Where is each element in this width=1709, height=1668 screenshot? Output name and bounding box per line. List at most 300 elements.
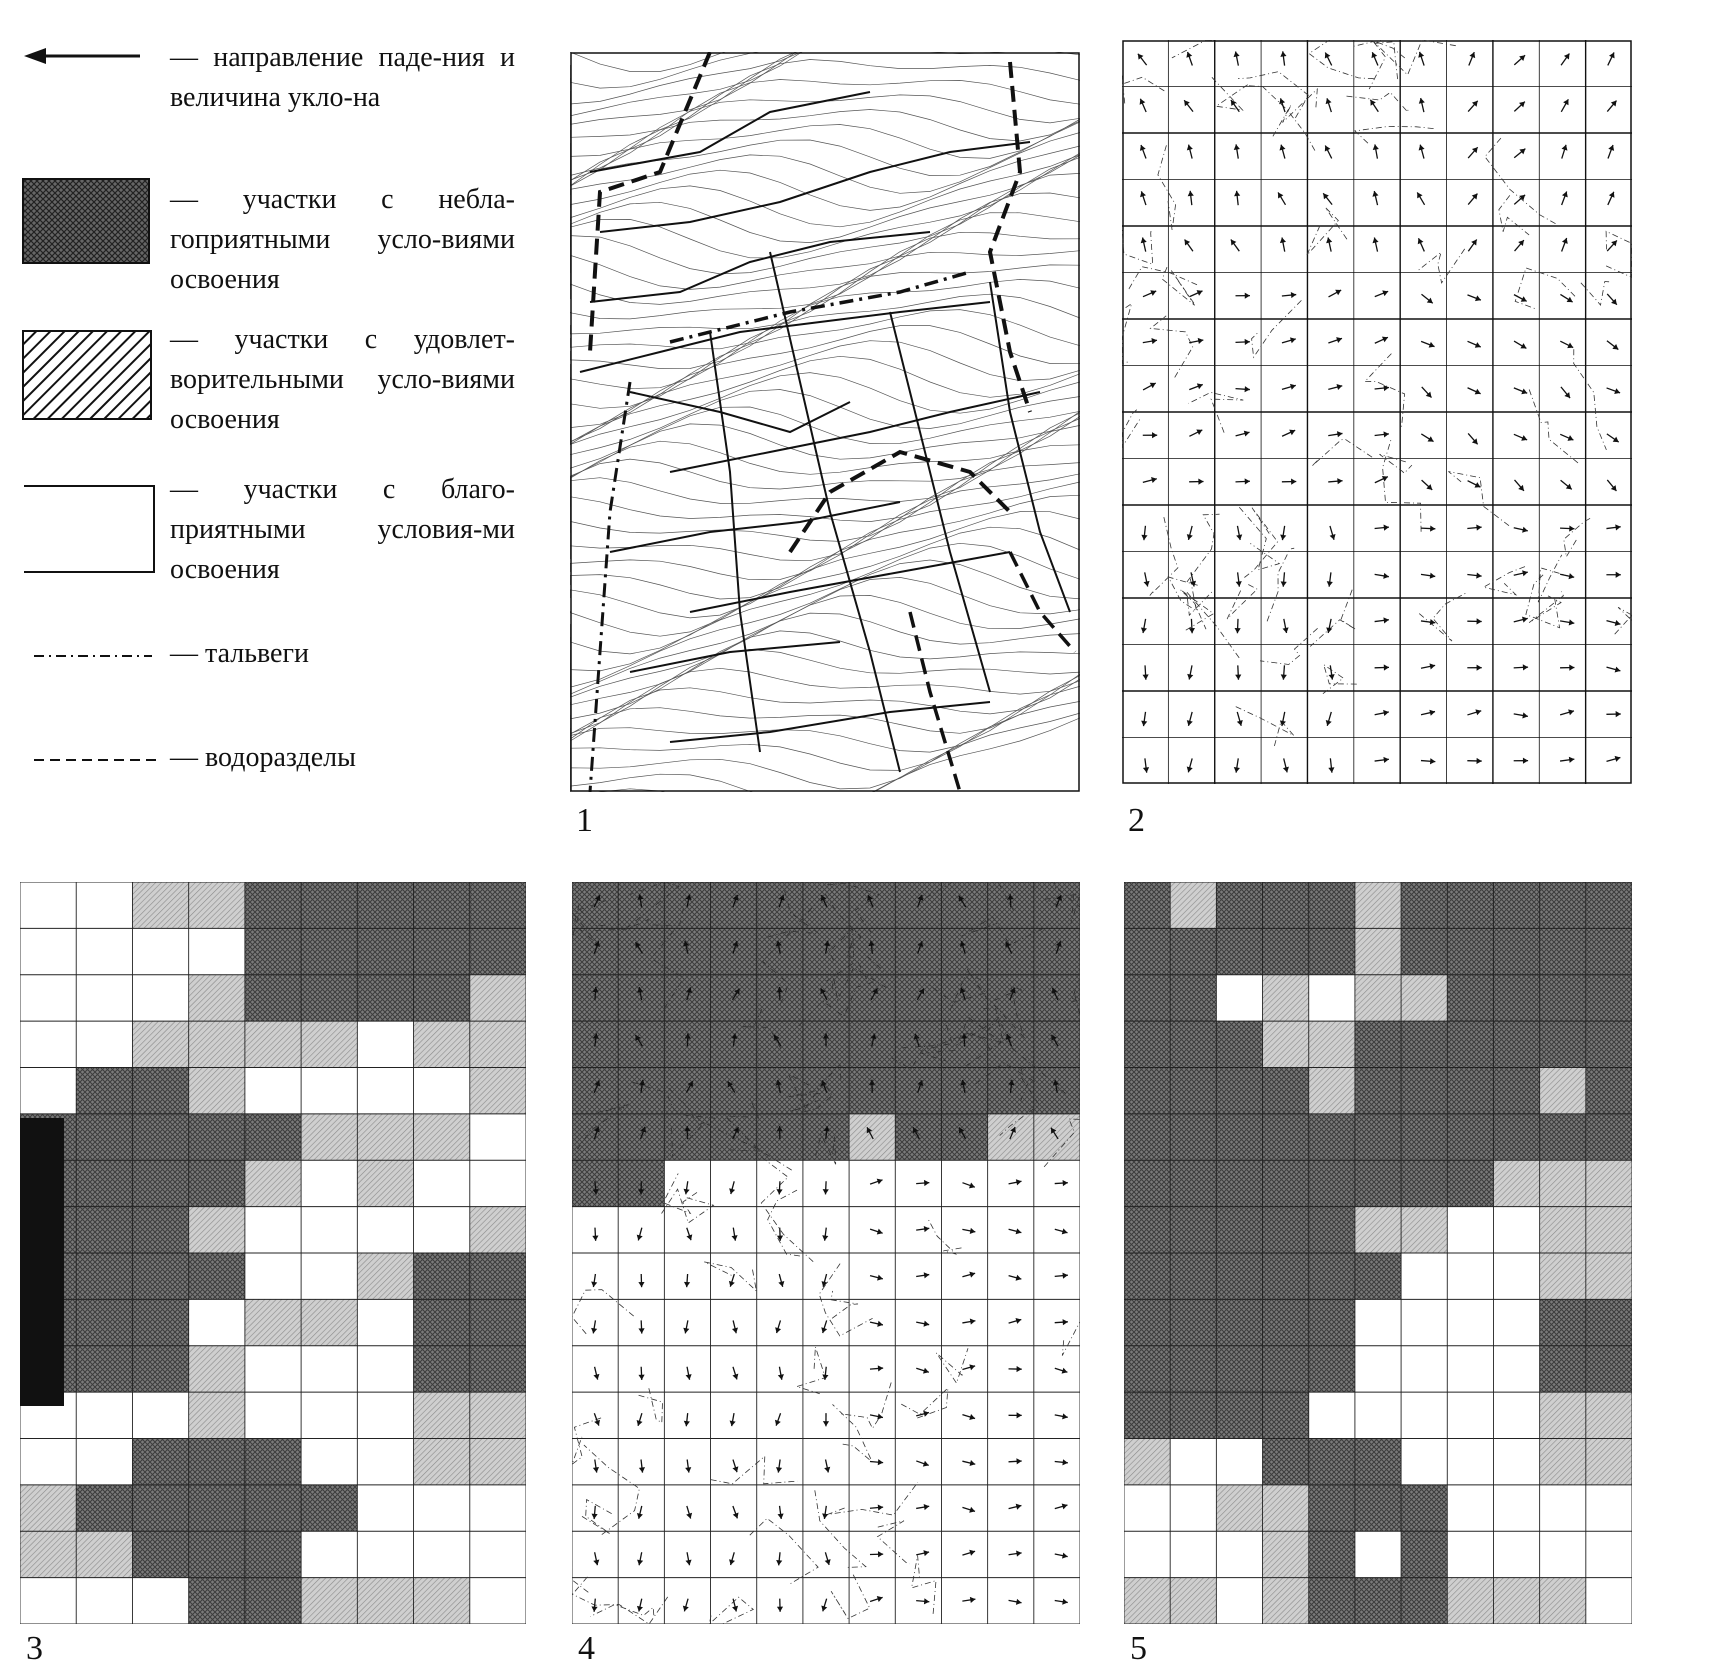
unfavorable-cell bbox=[245, 975, 302, 1022]
suitability-grid-panel-5 bbox=[1124, 882, 1632, 1624]
favorable-cell bbox=[1355, 1346, 1402, 1393]
unfavorable-cell bbox=[1401, 1485, 1448, 1532]
unfavorable-cell bbox=[1447, 1114, 1494, 1161]
unfavorable-cell bbox=[1263, 1068, 1310, 1115]
favorable-cell bbox=[20, 1021, 77, 1068]
unfavorable-cell bbox=[1447, 1021, 1494, 1068]
satisfactory-cell bbox=[1586, 1392, 1632, 1439]
favorable-cell bbox=[470, 1531, 526, 1578]
favorable-cell bbox=[1493, 1392, 1540, 1439]
unfavorable-cell bbox=[1124, 882, 1171, 929]
favorable-cell bbox=[1401, 1253, 1448, 1300]
unfavorable-cell bbox=[1216, 882, 1263, 929]
favorable-cell bbox=[189, 928, 246, 975]
favorable-cell bbox=[245, 1392, 302, 1439]
satisfactory-cell bbox=[414, 1392, 471, 1439]
unfavorable-cell bbox=[1355, 1114, 1402, 1161]
favorable-cell bbox=[1124, 1485, 1171, 1532]
favorable-cell bbox=[357, 1485, 414, 1532]
favorable-cell bbox=[20, 975, 77, 1022]
satisfactory-cell bbox=[245, 1299, 302, 1346]
unfavorable-cell bbox=[1124, 1114, 1171, 1161]
watershed-line bbox=[590, 52, 710, 352]
favorable-cell bbox=[1447, 1253, 1494, 1300]
favorable-cell bbox=[414, 1531, 471, 1578]
favorable-cell bbox=[414, 1160, 471, 1207]
unfavorable-cell bbox=[1124, 1160, 1171, 1207]
contour-map-panel-1 bbox=[570, 52, 1080, 792]
panel-5-label: 5 bbox=[1130, 1630, 1147, 1668]
unfavorable-cell bbox=[76, 1160, 133, 1207]
favorable-cell bbox=[357, 1346, 414, 1393]
legend-watersheds-text: — водоразделы bbox=[170, 738, 356, 778]
satisfactory-cell bbox=[132, 1021, 189, 1068]
satisfactory-cell bbox=[189, 1068, 246, 1115]
satisfactory-cell bbox=[301, 1299, 358, 1346]
contour-line bbox=[570, 110, 1080, 186]
unfavorable-cell bbox=[1401, 1114, 1448, 1161]
favorable-cell bbox=[470, 1485, 526, 1532]
unfavorable-cell bbox=[1586, 975, 1632, 1022]
favorable-cell bbox=[1216, 1531, 1263, 1578]
favorable-cell bbox=[1401, 1392, 1448, 1439]
favorable-cell bbox=[301, 1160, 358, 1207]
unfavorable-cell bbox=[245, 1578, 302, 1624]
unfavorable-cell bbox=[1124, 1207, 1171, 1254]
satisfactory-cell bbox=[1124, 1578, 1171, 1624]
unfavorable-cell bbox=[189, 1578, 246, 1624]
favorable-cell bbox=[357, 1392, 414, 1439]
unfavorable-cell bbox=[1124, 975, 1171, 1022]
unfavorable-cell bbox=[301, 1485, 358, 1532]
favorable-cell bbox=[1124, 1531, 1171, 1578]
favorable-cell bbox=[1170, 1531, 1217, 1578]
unfavorable-cell bbox=[1216, 1392, 1263, 1439]
satisfactory-cell bbox=[1401, 975, 1448, 1022]
unfavorable-cell bbox=[132, 1253, 189, 1300]
favorable-cell bbox=[1493, 1439, 1540, 1486]
unfavorable-cell bbox=[301, 928, 358, 975]
favorable-cell bbox=[1447, 1531, 1494, 1578]
slope-facet-line bbox=[630, 642, 840, 672]
satisfactory-cell bbox=[470, 975, 526, 1022]
legend-satisfactory-text: — участки с удовлет-ворительными усло-виями освоения bbox=[170, 320, 515, 440]
unfavorable-cell bbox=[1170, 1160, 1217, 1207]
unfavorable-cell bbox=[1586, 1068, 1632, 1115]
unfavorable-cell bbox=[1170, 975, 1217, 1022]
favorable-cell bbox=[470, 1114, 526, 1161]
satisfactory-cell bbox=[1309, 1068, 1356, 1115]
unfavorable-cell bbox=[76, 1207, 133, 1254]
contour-line bbox=[570, 232, 1080, 334]
unfavorable-cell bbox=[1401, 928, 1448, 975]
unfavorable-cell bbox=[1216, 1207, 1263, 1254]
unfavorable-cell bbox=[132, 1207, 189, 1254]
unfavorable-cell bbox=[1216, 1114, 1263, 1161]
suitability-grid-panel-3 bbox=[20, 882, 526, 1624]
satisfactory-cell bbox=[1540, 1578, 1587, 1624]
favorable-cell bbox=[1170, 1439, 1217, 1486]
unfavorable-cell bbox=[1309, 882, 1356, 929]
unfavorable-cell bbox=[76, 1114, 133, 1161]
contour-line bbox=[570, 146, 1080, 221]
unfavorable-cell bbox=[470, 1253, 526, 1300]
slope-facet-line bbox=[590, 92, 870, 172]
dark-edge-stripe bbox=[20, 1118, 64, 1406]
favorable-cell bbox=[1447, 1207, 1494, 1254]
unfavorable-cell bbox=[470, 928, 526, 975]
unfavorable-cell bbox=[1263, 1114, 1310, 1161]
satisfactory-cell bbox=[1586, 1253, 1632, 1300]
legend-slope-text: — направление паде-ния и величина укло-на bbox=[170, 38, 515, 118]
unfavorable-cell bbox=[1540, 1299, 1587, 1346]
satisfactory-cell bbox=[1263, 1485, 1310, 1532]
favorable-cell bbox=[301, 1068, 358, 1115]
satisfactory-cell bbox=[189, 882, 246, 929]
unfavorable-cell bbox=[1447, 1068, 1494, 1115]
unfavorable-cell bbox=[132, 1346, 189, 1393]
favorable-cell bbox=[1447, 1299, 1494, 1346]
unfavorable-cell bbox=[1401, 882, 1448, 929]
favorable-cell bbox=[1447, 1485, 1494, 1532]
satisfactory-cell bbox=[189, 1021, 246, 1068]
favorable-cell bbox=[1401, 1439, 1448, 1486]
favorable-cell bbox=[301, 1531, 358, 1578]
satisfactory-cell bbox=[1124, 1439, 1171, 1486]
satisfactory-cell bbox=[189, 1392, 246, 1439]
unfavorable-cell bbox=[245, 1485, 302, 1532]
unfavorable-cell bbox=[1493, 1114, 1540, 1161]
unfavorable-cell bbox=[1263, 1439, 1310, 1486]
contour-line bbox=[570, 416, 1080, 494]
panel-1-label: 1 bbox=[576, 802, 593, 840]
satisfactory-cell bbox=[189, 975, 246, 1022]
slope-facet-line bbox=[590, 232, 930, 302]
unfavorable-cell bbox=[1401, 1578, 1448, 1624]
unfavorable-cell bbox=[1263, 928, 1310, 975]
unfavorable-cell bbox=[1216, 928, 1263, 975]
unfavorable-cell bbox=[189, 1439, 246, 1486]
unfavorable-cell bbox=[245, 928, 302, 975]
unfavorable-cell bbox=[245, 1114, 302, 1161]
unfavorable-cell bbox=[1355, 1485, 1402, 1532]
satisfactory-cell bbox=[189, 1346, 246, 1393]
unfavorable-cell bbox=[1170, 1346, 1217, 1393]
contour-line bbox=[570, 373, 1080, 445]
favorable-cell bbox=[245, 1346, 302, 1393]
unfavorable-cell bbox=[1586, 882, 1632, 929]
unfavorable-cell bbox=[414, 882, 471, 929]
favorable-cell bbox=[357, 1299, 414, 1346]
favorable-cell bbox=[1586, 1531, 1632, 1578]
unfavorable-cell bbox=[132, 1068, 189, 1115]
unfavorable-cell bbox=[1170, 1068, 1217, 1115]
favorable-cell bbox=[1493, 1531, 1540, 1578]
unfavorable-swatch-icon bbox=[22, 178, 150, 264]
favorable-cell bbox=[76, 1578, 133, 1624]
favorable-cell bbox=[414, 1207, 471, 1254]
unfavorable-cell bbox=[414, 1299, 471, 1346]
unfavorable-cell bbox=[132, 1531, 189, 1578]
satisfactory-cell bbox=[1216, 1485, 1263, 1532]
contour-line bbox=[570, 52, 1080, 104]
slope-grid-panel-2 bbox=[1122, 40, 1632, 784]
favorable-cell bbox=[76, 1021, 133, 1068]
watershed-line-icon bbox=[34, 752, 158, 768]
favorable-cell bbox=[20, 1578, 77, 1624]
slope-facet-line bbox=[670, 392, 1040, 472]
contour-line bbox=[570, 674, 1080, 754]
favorable-cell bbox=[76, 1439, 133, 1486]
unfavorable-cell bbox=[1309, 1578, 1356, 1624]
unfavorable-cell bbox=[1401, 1021, 1448, 1068]
panel-3-label: 3 bbox=[26, 1630, 43, 1668]
panel-1-frame bbox=[571, 53, 1079, 791]
satisfactory-swatch-icon bbox=[22, 330, 152, 420]
contour-line bbox=[570, 595, 1080, 697]
unfavorable-cell bbox=[1540, 1114, 1587, 1161]
contour-line bbox=[570, 133, 1080, 209]
favorable-cell bbox=[357, 1021, 414, 1068]
unfavorable-cell bbox=[1447, 1160, 1494, 1207]
unfavorable-cell bbox=[189, 1253, 246, 1300]
unfavorable-cell bbox=[1401, 1068, 1448, 1115]
unfavorable-cell bbox=[1493, 882, 1540, 929]
favorable-cell bbox=[1170, 1485, 1217, 1532]
favorable-cell bbox=[20, 1068, 77, 1115]
satisfactory-cell bbox=[414, 1439, 471, 1486]
contour-line bbox=[570, 155, 1080, 247]
unfavorable-cell bbox=[414, 975, 471, 1022]
unfavorable-cell bbox=[1309, 1299, 1356, 1346]
favorable-cell bbox=[1355, 1299, 1402, 1346]
contour-line bbox=[570, 119, 1080, 182]
unfavorable-cell bbox=[76, 1253, 133, 1300]
unfavorable-cell bbox=[470, 1346, 526, 1393]
unfavorable-cell bbox=[1540, 928, 1587, 975]
favorable-cell bbox=[414, 1068, 471, 1115]
contour-line bbox=[570, 419, 1080, 482]
unfavorable-cell bbox=[132, 1160, 189, 1207]
unfavorable-cell bbox=[1309, 928, 1356, 975]
unfavorable-cell bbox=[301, 975, 358, 1022]
contour-line bbox=[570, 294, 1080, 408]
favorable-cell bbox=[357, 1439, 414, 1486]
favorable-cell bbox=[1540, 1485, 1587, 1532]
satisfactory-cell bbox=[1263, 1578, 1310, 1624]
unfavorable-cell bbox=[1263, 1207, 1310, 1254]
contour-line bbox=[570, 52, 1080, 137]
favorable-cell bbox=[245, 1207, 302, 1254]
unfavorable-cell bbox=[1447, 928, 1494, 975]
favorable-cell bbox=[301, 1439, 358, 1486]
contour-line bbox=[570, 52, 1080, 72]
unfavorable-cell bbox=[1355, 1439, 1402, 1486]
unfavorable-cell bbox=[1309, 1253, 1356, 1300]
favorable-cell bbox=[357, 1531, 414, 1578]
satisfactory-cell bbox=[470, 1021, 526, 1068]
favorable-cell bbox=[357, 1068, 414, 1115]
unfavorable-cell bbox=[1263, 1346, 1310, 1393]
favorable-cell bbox=[1355, 1531, 1402, 1578]
unfavorable-cell bbox=[189, 1160, 246, 1207]
favorable-cell bbox=[20, 1439, 77, 1486]
unfavorable-cell bbox=[76, 1068, 133, 1115]
favorable-cell bbox=[1355, 1392, 1402, 1439]
watershed-line bbox=[990, 62, 1030, 412]
contour-line bbox=[570, 463, 1080, 561]
satisfactory-cell bbox=[1401, 1207, 1448, 1254]
unfavorable-cell bbox=[1447, 882, 1494, 929]
favorable-cell bbox=[1447, 1392, 1494, 1439]
satisfactory-cell bbox=[20, 1485, 77, 1532]
unfavorable-cell bbox=[470, 882, 526, 929]
combined-grid-panel-4 bbox=[572, 882, 1080, 1624]
unfavorable-cell bbox=[1540, 882, 1587, 929]
unfavorable-cell bbox=[1263, 882, 1310, 929]
favorable-cell bbox=[76, 975, 133, 1022]
favorable-cell bbox=[470, 1160, 526, 1207]
satisfactory-cell bbox=[414, 1021, 471, 1068]
unfavorable-cell bbox=[470, 1299, 526, 1346]
favorable-cell bbox=[1216, 975, 1263, 1022]
unfavorable-cell bbox=[1447, 975, 1494, 1022]
unfavorable-cell bbox=[1124, 928, 1171, 975]
unfavorable-cell bbox=[1586, 1021, 1632, 1068]
satisfactory-cell bbox=[1355, 928, 1402, 975]
satisfactory-cell bbox=[1263, 1531, 1310, 1578]
favorable-cell bbox=[245, 1253, 302, 1300]
unfavorable-cell bbox=[414, 928, 471, 975]
favorable-cell bbox=[1493, 1253, 1540, 1300]
favorable-cell bbox=[1309, 1392, 1356, 1439]
satisfactory-cell bbox=[301, 1578, 358, 1624]
contour-line bbox=[570, 713, 1080, 792]
contour-line bbox=[570, 668, 1080, 741]
unfavorable-cell bbox=[1493, 928, 1540, 975]
satisfactory-cell bbox=[357, 1114, 414, 1161]
unfavorable-cell bbox=[189, 1485, 246, 1532]
unfavorable-cell bbox=[1309, 1207, 1356, 1254]
unfavorable-cell bbox=[1124, 1346, 1171, 1393]
unfavorable-cell bbox=[132, 1114, 189, 1161]
thalweg-line-icon bbox=[34, 648, 152, 664]
favorable-cell bbox=[1493, 1299, 1540, 1346]
satisfactory-cell bbox=[76, 1531, 133, 1578]
favorable-cell bbox=[1401, 1299, 1448, 1346]
satisfactory-cell bbox=[470, 1068, 526, 1115]
unfavorable-cell bbox=[357, 882, 414, 929]
favorable-cell bbox=[1216, 1439, 1263, 1486]
watershed-line bbox=[910, 612, 960, 792]
unfavorable-cell bbox=[1309, 1485, 1356, 1532]
satisfactory-cell bbox=[1263, 975, 1310, 1022]
satisfactory-cell bbox=[470, 1207, 526, 1254]
satisfactory-cell bbox=[1309, 1021, 1356, 1068]
unfavorable-cell bbox=[1401, 1531, 1448, 1578]
unfavorable-cell bbox=[1540, 1021, 1587, 1068]
unfavorable-cell bbox=[1263, 1160, 1310, 1207]
unfavorable-cell bbox=[76, 1485, 133, 1532]
unfavorable-cell bbox=[1309, 1160, 1356, 1207]
contour-line bbox=[570, 577, 1080, 694]
unfavorable-cell bbox=[1401, 1160, 1448, 1207]
favorable-cell bbox=[414, 1485, 471, 1532]
satisfactory-cell bbox=[1355, 1207, 1402, 1254]
satisfactory-cell bbox=[1170, 1578, 1217, 1624]
unfavorable-cell bbox=[189, 1114, 246, 1161]
unfavorable-cell bbox=[1493, 975, 1540, 1022]
unfavorable-cell bbox=[1216, 1068, 1263, 1115]
unfavorable-cell bbox=[1170, 1392, 1217, 1439]
unfavorable-cell bbox=[132, 1485, 189, 1532]
satisfactory-cell bbox=[414, 1114, 471, 1161]
contour-line bbox=[570, 613, 1080, 705]
satisfactory-cell bbox=[1540, 1253, 1587, 1300]
favorable-cell bbox=[245, 1068, 302, 1115]
contour-line bbox=[570, 193, 1080, 304]
satisfactory-cell bbox=[1540, 1160, 1587, 1207]
unfavorable-cell bbox=[1124, 1253, 1171, 1300]
unfavorable-cell bbox=[1493, 1068, 1540, 1115]
satisfactory-cell bbox=[1263, 1021, 1310, 1068]
unfavorable-cell bbox=[1355, 1160, 1402, 1207]
satisfactory-cell bbox=[1540, 1068, 1587, 1115]
favorable-cell bbox=[301, 1207, 358, 1254]
contour-line bbox=[570, 326, 1080, 442]
unfavorable-cell bbox=[76, 1299, 133, 1346]
unfavorable-cell bbox=[1170, 1207, 1217, 1254]
unfavorable-cell bbox=[1309, 1346, 1356, 1393]
unfavorable-cell bbox=[357, 975, 414, 1022]
unfavorable-cell bbox=[1216, 1160, 1263, 1207]
thalweg-line bbox=[670, 272, 970, 342]
unfavorable-cell bbox=[1216, 1021, 1263, 1068]
favorable-cell bbox=[1447, 1439, 1494, 1486]
unfavorable-cell bbox=[245, 1439, 302, 1486]
satisfactory-cell bbox=[1447, 1578, 1494, 1624]
unfavorable-cell bbox=[1586, 928, 1632, 975]
favorable-cell bbox=[1493, 1346, 1540, 1393]
panel-2-label: 2 bbox=[1128, 802, 1145, 840]
favorable-cell bbox=[1540, 1531, 1587, 1578]
satisfactory-cell bbox=[245, 1021, 302, 1068]
unfavorable-cell bbox=[414, 1253, 471, 1300]
unfavorable-cell bbox=[1124, 1021, 1171, 1068]
satisfactory-cell bbox=[1586, 1160, 1632, 1207]
slope-facet-line bbox=[770, 252, 900, 772]
unfavorable-cell bbox=[1309, 1531, 1356, 1578]
unfavorable-cell bbox=[1493, 1021, 1540, 1068]
satisfactory-cell bbox=[301, 1021, 358, 1068]
unfavorable-cell bbox=[1216, 1346, 1263, 1393]
unfavorable-cell bbox=[1124, 1299, 1171, 1346]
satisfactory-cell bbox=[470, 1439, 526, 1486]
legend-thalwegs-text: — тальвеги bbox=[170, 634, 309, 674]
legend-favorable-text: — участки с благо-приятными условия-ми освоения bbox=[170, 470, 515, 590]
unfavorable-cell bbox=[1309, 1439, 1356, 1486]
favorable-cell bbox=[1447, 1346, 1494, 1393]
satisfactory-cell bbox=[1355, 882, 1402, 929]
satisfactory-cell bbox=[357, 1160, 414, 1207]
slope-arrow-icon bbox=[22, 44, 142, 68]
unfavorable-cell bbox=[1170, 1299, 1217, 1346]
satisfactory-cell bbox=[357, 1253, 414, 1300]
satisfactory-cell bbox=[1540, 1439, 1587, 1486]
unfavorable-cell bbox=[1263, 1392, 1310, 1439]
contour-line bbox=[570, 213, 1080, 319]
contour-line bbox=[570, 95, 1080, 186]
